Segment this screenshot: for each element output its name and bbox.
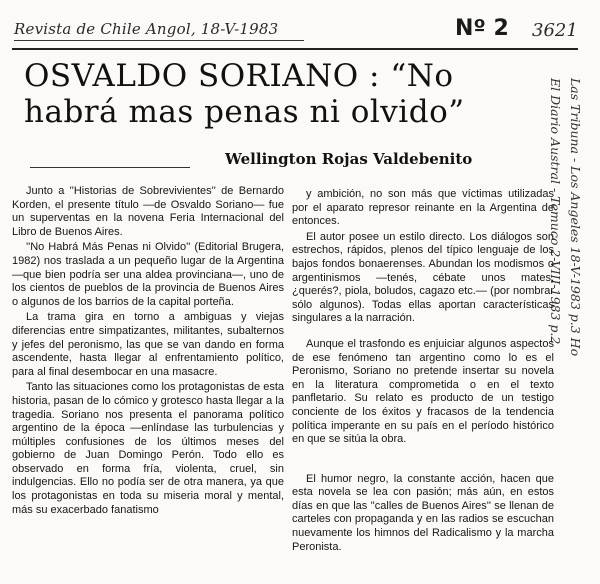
issue-number: Nº 2 <box>455 16 509 41</box>
paragraph: El autor posee un estilo directo. Los diálogos son estrechos, rápidos, plenos del típico lenguaje de los bajos fondos bonaerenses. Abundan los modismos o argentinismos —tenés, cébate unos mates, ¿querés?, piola, boludos, cagazo etc.— (por nombrar sólo algunos). Todas ellas aportan características singulares a la narración. <box>292 230 554 325</box>
article-author: Wellington Rojas Valdebenito <box>225 150 473 168</box>
handwritten-underline <box>14 40 304 41</box>
handwritten-margin-note: Las Tribuna - Los Angeles 18-V-1983 p.3 Ho El Diario Austral - Temuco 2-VIII-1983 p.2 <box>548 78 583 357</box>
article-headline: OSVALDO SORIANO : “No habrá mas penas ni olvido” <box>24 58 465 130</box>
paragraph: Tanto las situaciones como los protagonistas de esta historia, pasan de lo cómico y grotesco hasta llegar a la tragedia. Soriano nos presenta el panorama político argentino de la época —enlíndase las turbulencias y múltiples confusiones de los últimos meses del gobierno de Juan Domingo Perón. Todo ello es observado en forma fría, violenta, cruel, sin indulgencias. Ello no podía ser de otra manera, ya que los protagonistas en toda su miseria moral y mental, más su exacerbado fanatismo <box>12 381 284 516</box>
article-column-right <box>292 188 554 556</box>
paragraph: y ambición, no son más que víctimas utilizadas por el aparato represor reinante en la Argentina de entonces. <box>292 188 554 228</box>
top-divider <box>12 48 578 50</box>
paragraph: Aunque el trasfondo es enjuiciar algunos aspectos de ese fenómeno tan argentino como lo es el Peronismo, Soriano no pretende insertar su novela en la literatura comprometida o en el texto panfletario. Su relato es producto de un testigo conciente de los éxitos y fracasos de la tendencia política imperante en su país en el período histórico en que se sitúa la obra. <box>292 337 554 446</box>
paragraph: La trama gira en torno a ambiguas y viejas diferencias entre simpatizantes, militantes, subalternos y jefes del peronismo, las que se van dando en forma ascendente, hasta llegar al enfrentamiento político, para al final desembocar en una masacre. <box>12 311 284 378</box>
handwritten-source-note: Revista de Chile Angol, 18-V-1983 <box>14 20 279 38</box>
article-column-left <box>12 185 284 519</box>
handwritten-archive-number: 3621 <box>532 20 578 41</box>
paragraph: ''No Habrá Más Penas ni Olvido'' (Editorial Brugera, 1982) nos traslada a un pequeño lugar de la Argentina —que bien podría ser una aldea provinciana—, uno de los cientos de pueblos de la provincia de Buenos Aires o algunos de los barrios de la capital porteña. <box>12 241 284 308</box>
paragraph: Junto a ''Historias de Sobrevivientes'' de Bernardo Korden, el presente título —de Osvaldo Soriano— fue un superventas en la novena Feria Internacional del Libro de Buenos Aires. <box>12 185 284 238</box>
paragraph: El humor negro, la constante acción, hacen que esta novela se lea con pasión; más aún, en estos días en que las ''calles de Buenos Aires'' se llenan de carteles con propaganda y en las radios se escuchan nuevamente los himnos del Radicalismo y la marcha Peronista. <box>292 472 554 553</box>
author-rule <box>30 167 190 168</box>
